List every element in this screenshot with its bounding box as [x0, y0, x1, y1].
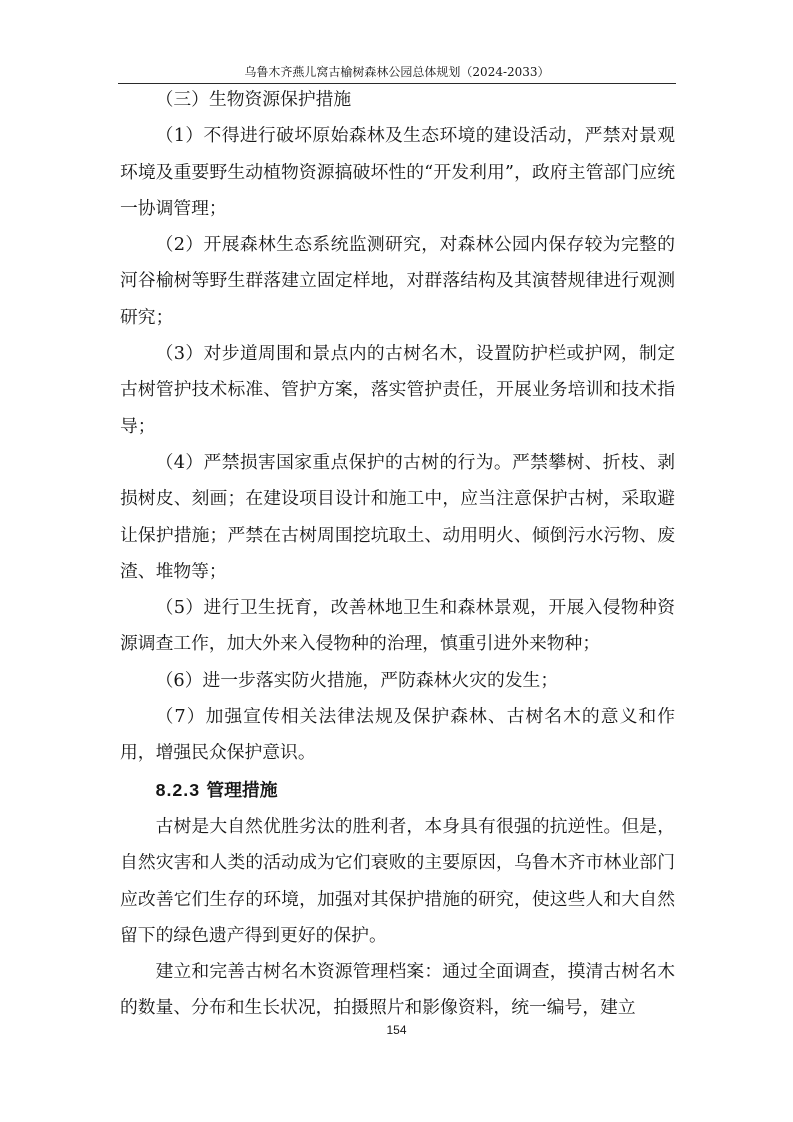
subsection-title: 管理措施	[206, 779, 278, 801]
running-header: 乌鲁木齐燕儿窝古榆树森林公园总体规划（2024-2033）	[118, 62, 676, 84]
body-paragraph-1: 古树是大自然优胜劣汰的胜利者，本身具有很强的抗逆性。但是，自然灾害和人类的活动成为它们衰败的主要原因，乌鲁木齐市林业部门应改善它们生存的环境，加强对其保护措施的研究，使这些人和大自然留下的绿色遗产得到更好的保护。	[120, 815, 675, 946]
measure-item-4: （4）严禁损害国家重点保护的古树的行为。严禁攀树、折枝、剥损树皮、刻画；在建设项目设计和施工中，应当注意保护古树，采取避让保护措施；严禁在古树周围挖坑取土、动用明火、倾倒污水污物、废渣、堆物等；	[120, 451, 675, 582]
measure-item-2: （2）开展森林生态系统监测研究，对森林公园内保存较为完整的河谷榆树等野生群落建立固定样地，对群落结构及其演替规律进行观测研究；	[120, 234, 675, 328]
subsection-heading	[120, 772, 675, 809]
measure-item-3: （3）对步道周围和景点内的古树名木，设置防护栏或护网，制定古树管护技术标准、管护方案，落实管护责任，开展业务培训和技术指导；	[120, 343, 675, 437]
subsection-number: 8.2.3	[155, 779, 201, 800]
section-heading: （三）生物资源保护措施	[155, 89, 352, 110]
measure-item-1: （1）不得进行破坏原始森林及生态环境的建设活动，严禁对景观环境及重要野生动植物资源搞破坏性的“开发利用”，政府主管部门应统一协调管理；	[120, 125, 675, 219]
measure-item-6: （6）进一步落实防火措施，严防森林火灾的发生；	[155, 669, 559, 691]
body-paragraph-2: 建立和完善古树名木资源管理档案：通过全面调查，摸清古树名木的数量、分布和生长状况，拍摄照片和影像资料，统一编号，建立	[120, 961, 675, 1019]
measure-item-5: （5）进行卫生抚育，改善林地卫生和森林景观，开展入侵物种资源调查工作，加大外来入侵物种的治理，慎重引进外来物种；	[120, 597, 675, 655]
page-number: 154	[386, 1023, 407, 1037]
page-content	[120, 82, 675, 1027]
measure-item-7: （7）加强宣传相关法律法规及保护森林、古树名木的意义和作用，增强民众保护意识。	[120, 706, 675, 764]
